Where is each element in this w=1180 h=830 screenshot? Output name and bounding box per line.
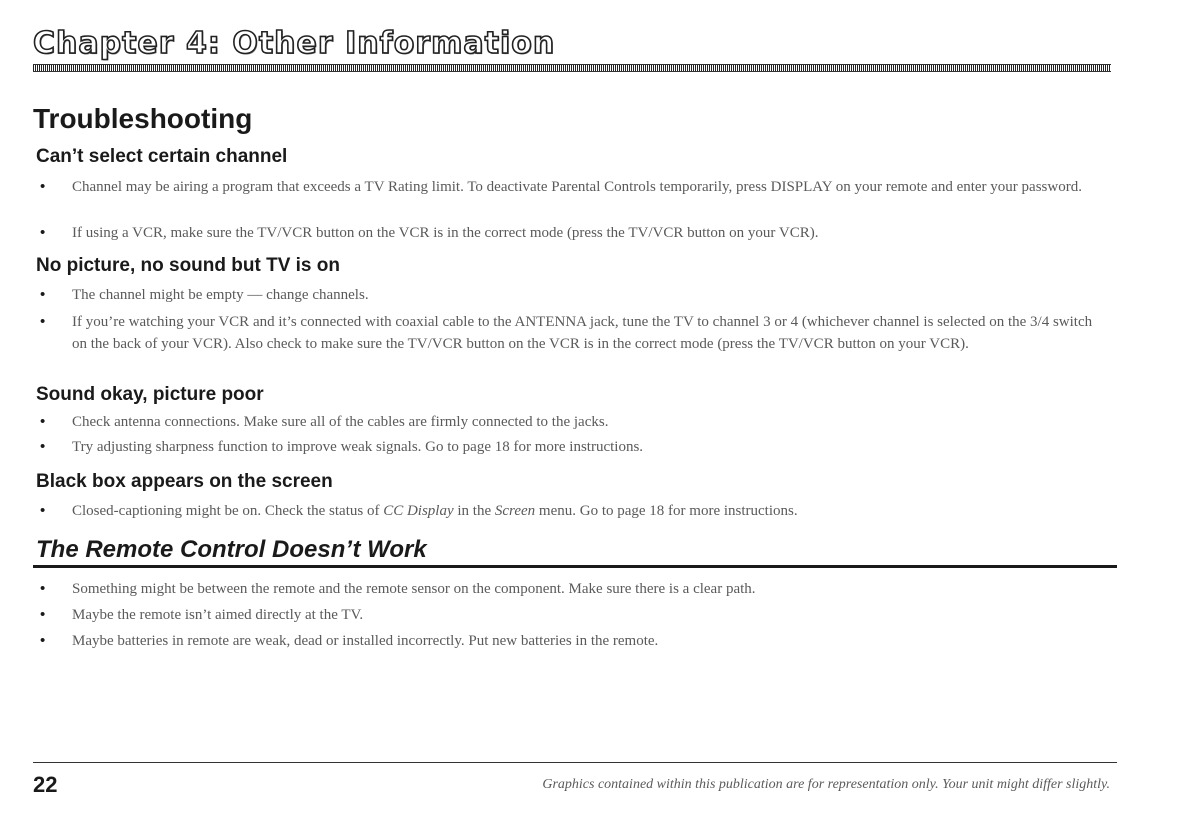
bullet-icon: • bbox=[40, 632, 46, 649]
list-item: • The channel might be empty — change channels. bbox=[40, 284, 1110, 306]
bullet-icon: • bbox=[40, 286, 46, 303]
list-item: • Closed-captioning might be on. Check the status of CC Display in the Screen menu. Go to page 18 for more instructions. bbox=[40, 500, 1110, 522]
section-heading: Sound okay, picture poor bbox=[36, 384, 264, 405]
bullet-icon: • bbox=[40, 413, 46, 430]
bullet-icon: • bbox=[40, 178, 46, 195]
troubleshooting-heading: Troubleshooting bbox=[33, 103, 253, 134]
list-item: • Check antenna connections. Make sure all of the cables are firmly connected to the jacks. bbox=[40, 411, 1110, 433]
list-item: • Maybe the remote isn’t aimed directly at the TV. bbox=[40, 604, 1110, 626]
section-heading: No picture, no sound but TV is on bbox=[36, 255, 340, 276]
bullet-icon: • bbox=[40, 224, 46, 241]
list-item: • If using a VCR, make sure the TV/VCR button on the VCR is in the correct mode (press the TV/VCR button on your VCR). bbox=[40, 222, 1110, 244]
bullet-icon: • bbox=[40, 502, 46, 519]
bullet-icon: • bbox=[40, 438, 46, 455]
remote-heading: The Remote Control Doesn’t Work bbox=[36, 536, 427, 563]
section-heading: Can’t select certain channel bbox=[36, 146, 288, 167]
remote-heading-rule bbox=[33, 565, 1117, 568]
list-item: • Maybe batteries in remote are weak, dead or installed incorrectly. Put new batteries in the remote. bbox=[40, 630, 1110, 652]
section-heading: Black box appears on the screen bbox=[36, 471, 333, 492]
footer-note: Graphics contained within this publication are for representation only. Your unit might differ slightly. bbox=[542, 777, 1110, 792]
list-item: • Something might be between the remote and the remote sensor on the component. Make sure there is a clear path. bbox=[40, 578, 1110, 600]
bullet-icon: • bbox=[40, 580, 46, 597]
bullet-icon: • bbox=[40, 606, 46, 623]
list-item: • Channel may be airing a program that exceeds a TV Rating limit. To deactivate Parental Controls temporarily, press DISPLAY on your remote and enter your password. bbox=[40, 176, 1110, 198]
page-number: 22 bbox=[33, 772, 58, 797]
bullet-icon: • bbox=[40, 313, 46, 330]
chapter-title: Chapter 4: Other Information bbox=[33, 26, 556, 61]
footer-rule bbox=[33, 762, 1117, 763]
list-item: • If you’re watching your VCR and it’s connected with coaxial cable to the ANTENNA jack, tune the TV to channel 3 or 4 (whichever channel is selected on the 3/4 switch on the back of your VCR). Also check to make sure the TV/VCR button on the VCR is in the correct mode (press the TV/VCR button on your VCR). bbox=[40, 313, 1093, 352]
list-item: • Try adjusting sharpness function to improve weak signals. Go to page 18 for more instructions. bbox=[40, 436, 1110, 458]
chapter-rule bbox=[33, 64, 1111, 72]
